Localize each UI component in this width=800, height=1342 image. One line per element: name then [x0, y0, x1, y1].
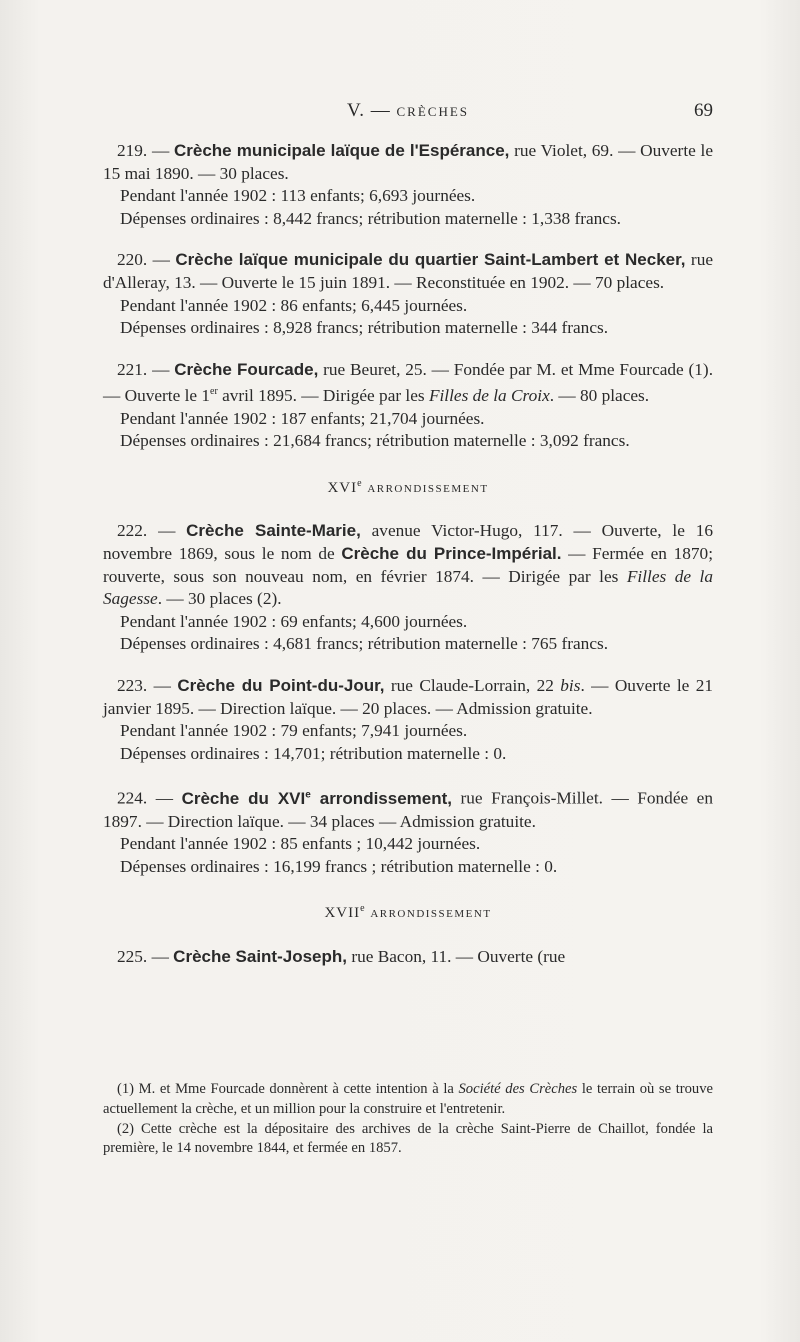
- entry-description: 219. — Crèche municipale laïque de l'Espérance, rue Violet, 69. — Ouverte le 15 mai 1890. — 30 places.: [103, 141, 713, 183]
- page-body: [103, 140, 713, 969]
- entry-depenses: Dépenses ordinaires : 8,928 francs; rétribution maternelle : 344 francs.: [120, 318, 609, 338]
- entry-depenses: Dépenses ordinaires : 16,199 francs ; rétribution maternelle : 0.: [120, 856, 558, 876]
- creche-name: Crèche du Point-du-Jour,: [177, 676, 385, 696]
- creche-name: Crèche Saint-Joseph,: [173, 947, 347, 967]
- section-heading-xvii: XVIIe ARRONDISSEMENT: [324, 903, 492, 922]
- entry-annee: Pendant l'année 1902 : 113 enfants; 6,693 journées.: [120, 186, 476, 206]
- entry-description: 224. — Crèche du XVIe arrondissement, rue François-Millet. — Fondée en 1897. — Direction laïque. — 34 places — Admission gratuite.: [103, 789, 713, 831]
- entry-220: [103, 249, 713, 339]
- entry-annee: Pendant l'année 1902 : 79 enfants; 7,941 journées.: [120, 721, 468, 741]
- page-number: 69: [694, 100, 713, 121]
- entry-depenses: Dépenses ordinaires : 4,681 francs; rétribution maternelle : 765 francs.: [120, 634, 609, 654]
- entry-description: 220. — Crèche laïque municipale du quartier Saint-Lambert et Necker, rue d'Alleray, 13. — Ouverte le 15 juin 1891. — Reconstituée en 1902. — 70 places.: [103, 250, 714, 292]
- entry-depenses: Dépenses ordinaires : 21,684 francs; rétribution maternelle : 3,092 francs.: [120, 431, 630, 451]
- entry-description: 221. — Crèche Fourcade, rue Beuret, 25. — Fondée par M. et Mme Fourcade (1). — Ouverte le 1er avril 1895. — Dirigée par les Filles de la Croix. — 80 places.: [103, 359, 714, 406]
- creche-name: Crèche laïque municipale du quartier Saint-Lambert et Necker,: [175, 250, 686, 270]
- entry-222: [103, 520, 713, 656]
- creche-name: Crèche Fourcade,: [174, 359, 319, 379]
- footnote-1: (1) M. et Mme Fourcade donnèrent à cette intention à la Société des Crèches le terrain où se trouve actuellement la crèche, et un million pour la construire et l'entretenir.: [103, 1081, 713, 1117]
- creche-name: Crèche municipale laïque de l'Espérance,: [173, 141, 510, 160]
- entry-depenses: Dépenses ordinaires : 14,701; rétribution maternelle : 0.: [120, 743, 507, 763]
- entry-annee: Pendant l'année 1902 : 69 enfants; 4,600 journées.: [120, 611, 468, 631]
- entry-annee: Pendant l'année 1902 : 85 enfants ; 10,442 journées.: [120, 834, 481, 854]
- creche-former-name: Crèche du Prince-Impérial.: [341, 544, 562, 564]
- footnote-2: (2) Cette crèche est la dépositaire des archives de la crèche Saint-Pierre de Chaillot, fondée la première, le 14 novembre 1844, et fermée en 1857.: [103, 1120, 713, 1157]
- running-title: V. — CRÈCHES: [346, 100, 470, 121]
- footnotes: [103, 1080, 713, 1159]
- section-heading-xvi: XVIe ARRONDISSEMENT: [327, 477, 489, 496]
- entry-224: [103, 784, 713, 878]
- entry-description: 223. — Crèche du Point-du-Jour, rue Claude-Lorrain, 22 bis. — Ouverte le 21 janvier 1895. — Direction laïque. — 20 places. — Admission gratuite.: [103, 676, 714, 718]
- entry-225: [103, 946, 713, 969]
- entry-223: [103, 675, 713, 765]
- entry-depenses: Dépenses ordinaires : 8,442 francs; rétribution maternelle : 1,338 francs.: [120, 208, 621, 228]
- creche-name: Crèche du XVIe arrondissement,: [181, 789, 453, 809]
- creche-name: Crèche Sainte-Marie,: [186, 521, 361, 541]
- entry-annee: Pendant l'année 1902 : 86 enfants; 6,445 journées.: [120, 295, 468, 315]
- entry-description: 222. — Crèche Sainte-Marie, avenue Victor-Hugo, 117. — Ouverte, le 16 novembre 1869, sous le nom de Crèche du Prince-Impérial. — Fermée en 1870; rouverte, sous son nouveau nom, en février 1874. — Dirigée par les Filles de la Sagesse. — 30 places (2).: [103, 521, 713, 609]
- entry-annee: Pendant l'année 1902 : 187 enfants; 21,704 journées.: [120, 408, 485, 428]
- entry-219: [103, 140, 713, 230]
- chapter-word: CRÈCHES: [396, 104, 470, 119]
- entry-description: 225. — Crèche Saint-Joseph, rue Bacon, 11. — Ouverte (rue: [117, 947, 566, 967]
- entry-221: [103, 359, 713, 453]
